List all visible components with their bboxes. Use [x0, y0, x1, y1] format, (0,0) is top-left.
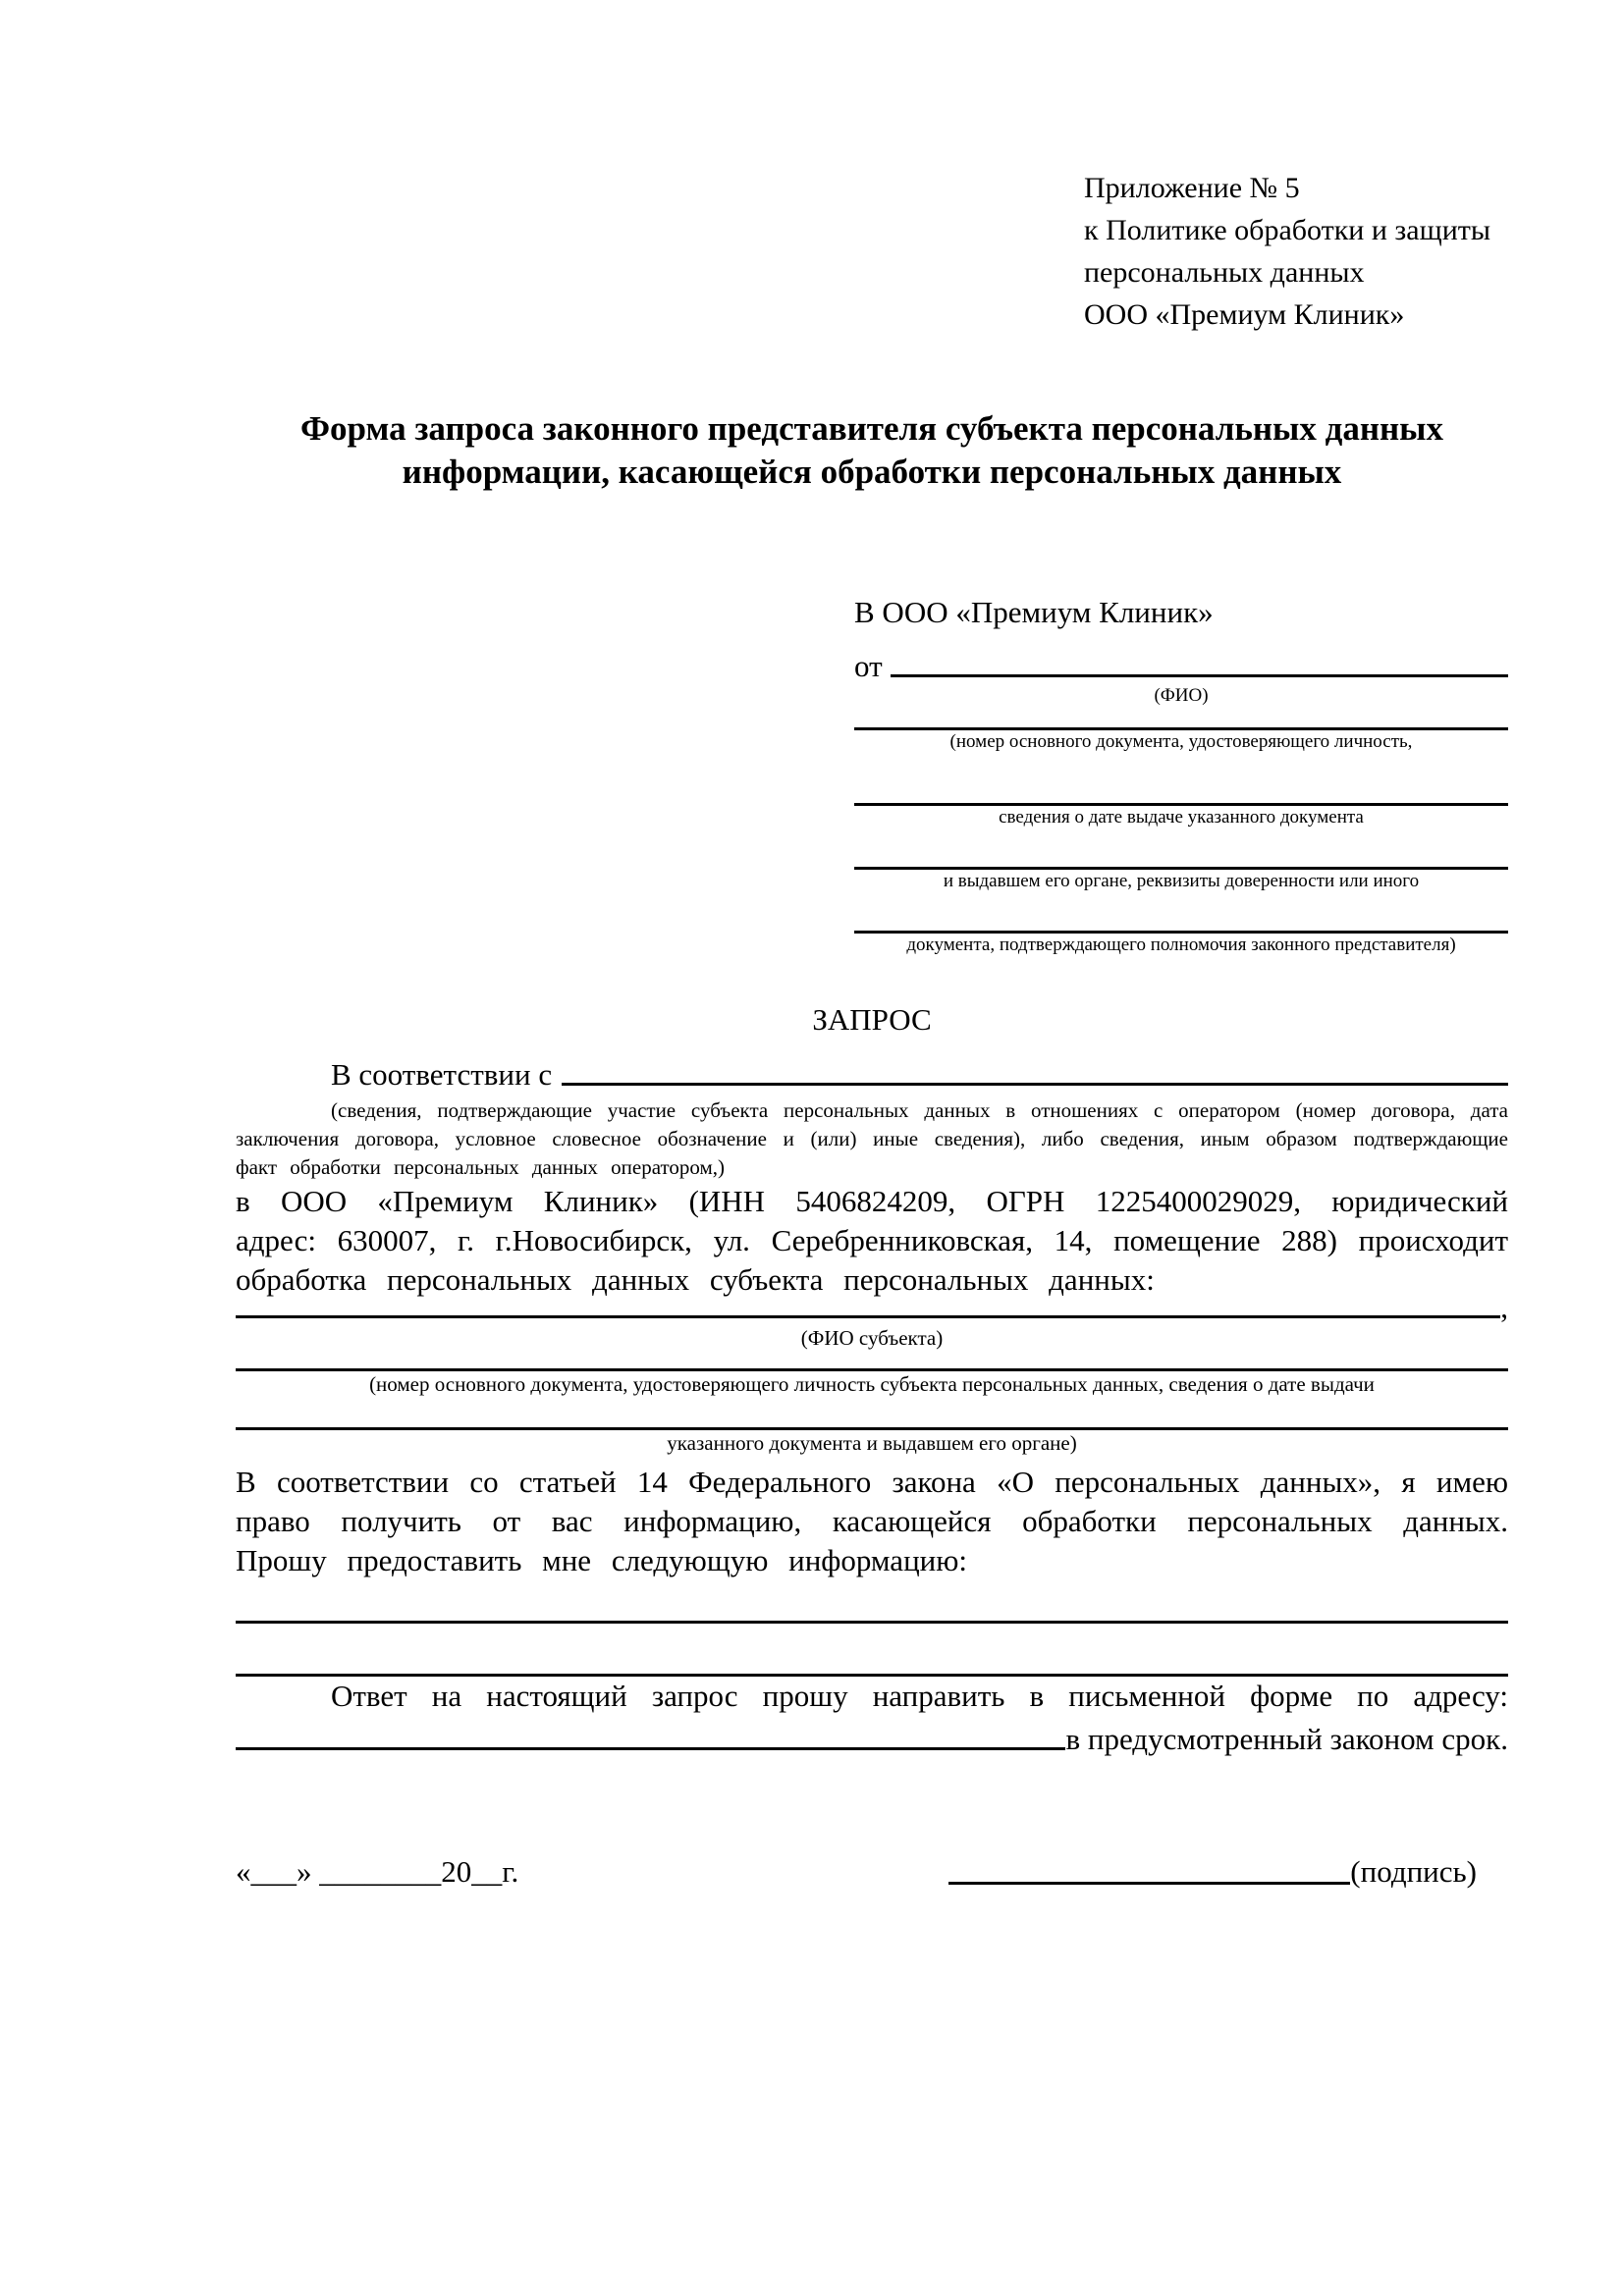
document-number-caption: (номер основного документа, удостоверяющего личность,: [949, 731, 1413, 752]
authority-document-blank-line: [854, 893, 1508, 934]
signature-blank-line: [948, 1882, 1350, 1885]
signature-caption: (подпись): [1350, 1854, 1477, 1889]
issue-date-caption: сведения о дате выдаче указанного документа: [999, 807, 1364, 828]
accordance-row: [236, 1041, 1508, 1093]
reply-paragraph: Ответ на настоящий запрос прошу направить в письменной форме по адресу:: [331, 1679, 1508, 1713]
authority-document-caption: документа, подтверждающего полномочия законного представителя): [906, 934, 1456, 955]
requested-info-blank-line-1: [236, 1580, 1508, 1624]
accordance-blank-line: [562, 1083, 1508, 1086]
requested-info-blank-line-2: [236, 1624, 1508, 1677]
from-label: от: [854, 649, 883, 683]
document-number-blank-line: [854, 708, 1508, 730]
from-row: [854, 633, 1508, 684]
signature-group: [948, 1852, 1477, 1892]
subject-document-caption-bottom: указанного документа и выдавшем его органе): [667, 1431, 1077, 1455]
request-heading: ЗАПРОС: [812, 1002, 932, 1037]
annex-line-2: к Политике обработки и защиты: [1084, 214, 1491, 246]
subject-fio-comma: ,: [1500, 1290, 1508, 1324]
subject-document-blank-line-1: [236, 1352, 1508, 1371]
subject-fio-row: [236, 1290, 1508, 1325]
document-title: [236, 407, 1508, 494]
law-paragraph: В соответствии со статьей 14 Федерального закона «О персональных данных», я имею право получить от вас информацию, касающейся обработки персональных данных. Прошу предоставить мне следующую информацию:: [236, 1465, 1508, 1577]
annex-line-4: ООО «Премиум Клиник»: [1084, 298, 1405, 331]
annex-block: [1084, 167, 1508, 336]
accordance-label: В соответствии с: [331, 1057, 553, 1092]
reply-tail: в предусмотренный законом срок.: [1065, 1722, 1508, 1756]
issuing-authority-caption: и выдавшем его органе, реквизиты доверенности или иного: [943, 871, 1420, 891]
footer-row: [236, 1852, 1508, 1892]
subject-document-blank-line-2: [236, 1398, 1508, 1430]
issuing-authority-blank-line: [854, 829, 1508, 870]
accordance-caption: (сведения, подтверждающие участие субъекта персональных данных в отношениях с оператором (номер договора, дата заключения договора, условное словесное обозначение и (или) иные сведения), либо сведения, иным образом подтверждающие факт обработки персональных данных оператором,): [236, 1098, 1508, 1179]
fio-caption: (ФИО): [1154, 685, 1209, 706]
from-blank-line: [891, 674, 1508, 677]
addressee-organization: В ООО «Премиум Клиник»: [854, 595, 1214, 629]
title-line-2: информации, касающейся обработки персональных данных: [402, 453, 1342, 491]
subject-fio-blank-line: [236, 1315, 1500, 1318]
date-line: «___» ________20__г.: [236, 1854, 519, 1889]
reply-address-row: [236, 1716, 1508, 1757]
subject-fio-caption: (ФИО субъекта): [800, 1326, 944, 1350]
subject-document-caption-top: (номер основного документа, удостоверяющего личность субъекта персональных данных, сведения о дате выдачи: [369, 1372, 1375, 1396]
title-line-1: Форма запроса законного представителя субъекта персональных данных: [300, 409, 1443, 448]
addressee-block: [854, 592, 1508, 957]
annex-line-3: персональных данных: [1084, 256, 1365, 289]
operator-paragraph: в ООО «Премиум Клиник» (ИНН 5406824209, ОГРН 1225400029029, юридический адрес: 630007, г. г.Новосибирск, ул. Серебренниковская, 14, помещение 288) происходит обработка персональных данных субъекта персональных данных:: [236, 1184, 1508, 1297]
issue-date-blank-line: [854, 754, 1508, 806]
reply-address-blank-line: [236, 1747, 1065, 1750]
annex-line-1: Приложение № 5: [1084, 172, 1300, 204]
